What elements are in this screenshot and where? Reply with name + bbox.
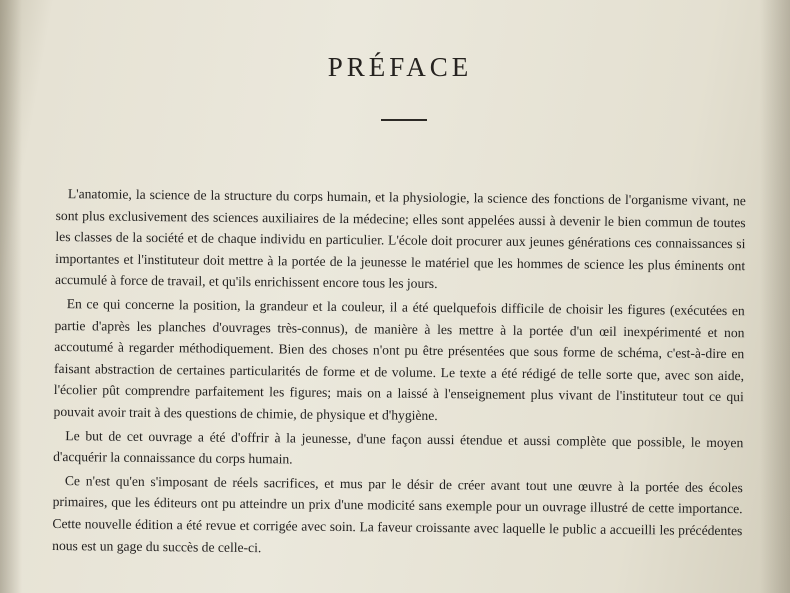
preface-text bbox=[52, 183, 746, 565]
page-title: PRÉFACE bbox=[327, 52, 473, 82]
paragraph: En ce qui concerne la position, la grandeur et la couleur, il a été quelquefois difficile de choisir les figures (exécutées en partie d'après les planches d'ouvrages très-connus), de manière à les mettre à la portée d'un œil inexpérimenté et non accoutumé à regarder méthodiquement. Bien des choses n'ont pu être présentées que sous forme de schéma, c'est-à-dire en faisant abstraction de certaines particularités de forme et de volume. Le texte a été rédigé de telle sorte que, avec son aide, l'écolier pût comprendre parfaitement les figures; mais on a laissé à l'enseignement plus vivant de l'instituteur tout ce qui pouvait avoir trait à des questions de chimie, de physique et d'hygiène. bbox=[53, 296, 745, 423]
binding-shadow bbox=[0, 0, 22, 593]
page-edge-shadow bbox=[760, 0, 790, 593]
title-divider bbox=[381, 119, 427, 121]
paragraph: L'anatomie, la science de la structure du corps humain, et la physiologie, la science des fonctions de l'organisme vivant, ne sont plus exclusivement des sciences auxiliaires de la médecine; elles sont appelées aussi à devenir le bien commun de toutes les classes de la société et de chaque individu en particulier. L'école doit procurer aux jeunes générations ces connaissances si importantes et l'instituteur doit mettre à la portée de la jeunesse le matériel que les hommes de science les plus éminents ont accumulé à force de travail, et qu'ils enrichissent encore tous les jours. bbox=[54, 186, 746, 292]
paragraph: Ce n'est qu'en s'imposant de réels sacrifices, et mus par le désir de créer avant tout une œuvre à la portée des écoles primaires, que les éditeurs ont pu atteindre un prix d'une modicité sans exemple pour un ouvrage illustré de cette importance. Cette nouvelle édition a été revue et corrigée avec soin. La faveur croissante avec laquelle le public a accueilli les précédentes nous est un gage du succès de celle-ci. bbox=[52, 472, 743, 555]
paragraph: Le but de cet ouvrage a été d'offrir à la jeunesse, d'une façon aussi étendue et aussi complète que possible, le moyen d'acquérir la connaissance du corps humain. bbox=[53, 427, 744, 467]
